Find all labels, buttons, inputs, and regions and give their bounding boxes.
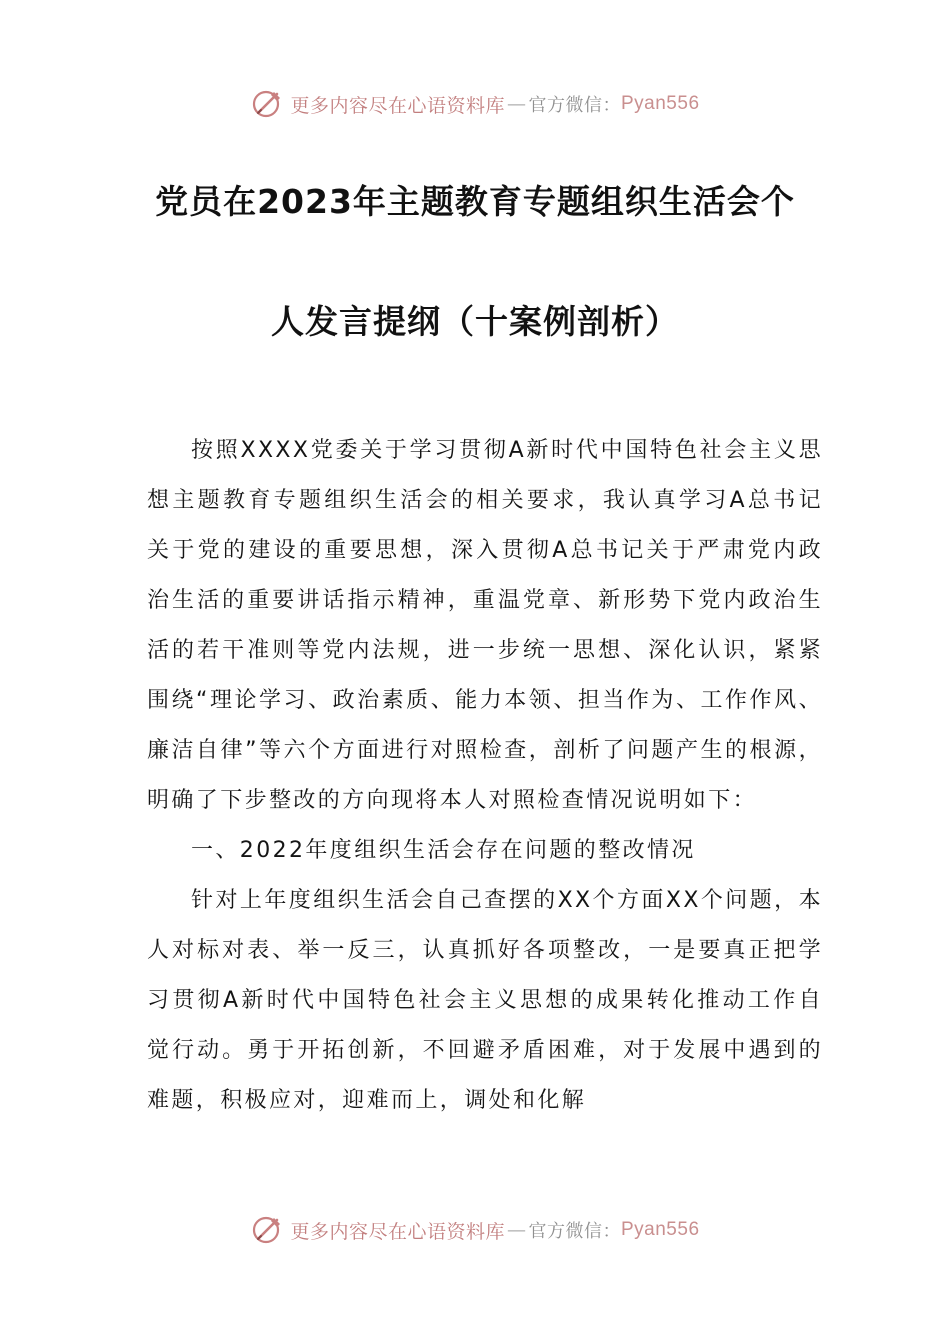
watermark-header xyxy=(0,84,950,124)
paragraph-intro: 按照XXXX党委关于学习贯彻A新时代中国特色社会主义思想主题教育专题组织生活会的相关要求，我认真学习A总书记关于党的建设的重要思想，深入贯彻A总书记关于严肃党内政治生活的重要讲话指示精神，重温党章、新形势下党内政治生活的若干准则等党内法规，进一步统一思想、深化认识，紧紧围绕“理论学习、政治素质、能力本领、担当作为、工作作风、廉洁自律”等六个方面进行对照检查，剖析了问题产生的根源，明确了下步整改的方向现将本人对照检查情况说明如下： xyxy=(147,438,823,813)
watermark-contact-id: Pyan556 xyxy=(621,93,700,114)
document-title-line-1: 党员在2023年主题教育专题组织生活会个 xyxy=(155,182,795,221)
watermark-text: 更多内容尽在心语资料库 xyxy=(290,1220,505,1243)
watermark-text: 更多内容尽在心语资料库 xyxy=(290,94,505,117)
document-title-line-2: 人发言提纲（十案例剖析） xyxy=(271,302,679,341)
watermark-contact-label: 官方微信： xyxy=(528,1221,621,1242)
pen-logo-icon xyxy=(250,86,286,122)
paragraph-rectification: 针对上年度组织生活会自己查摆的XX个方面XX个问题，本人对标对表、举一反三，认真抓好各项整改，一是要真正把学习贯彻A新时代中国特色社会主义思想的成果转化推动工作自觉行动。勇于开拓创新，不回避矛盾困难，对于发展中遇到的难题，积极应对，迎难而上，调处和化解 xyxy=(147,888,823,1113)
section-heading-1: 一、2022年度组织生活会存在问题的整改情况 xyxy=(191,838,696,863)
watermark-footer xyxy=(0,1210,950,1250)
watermark-separator: — xyxy=(507,1219,527,1241)
pen-logo-icon xyxy=(250,1212,286,1248)
watermark-contact-label: 官方微信： xyxy=(528,95,621,116)
watermark-separator: — xyxy=(507,93,527,115)
watermark-contact-id: Pyan556 xyxy=(621,1219,700,1240)
document-body xyxy=(147,426,823,1126)
